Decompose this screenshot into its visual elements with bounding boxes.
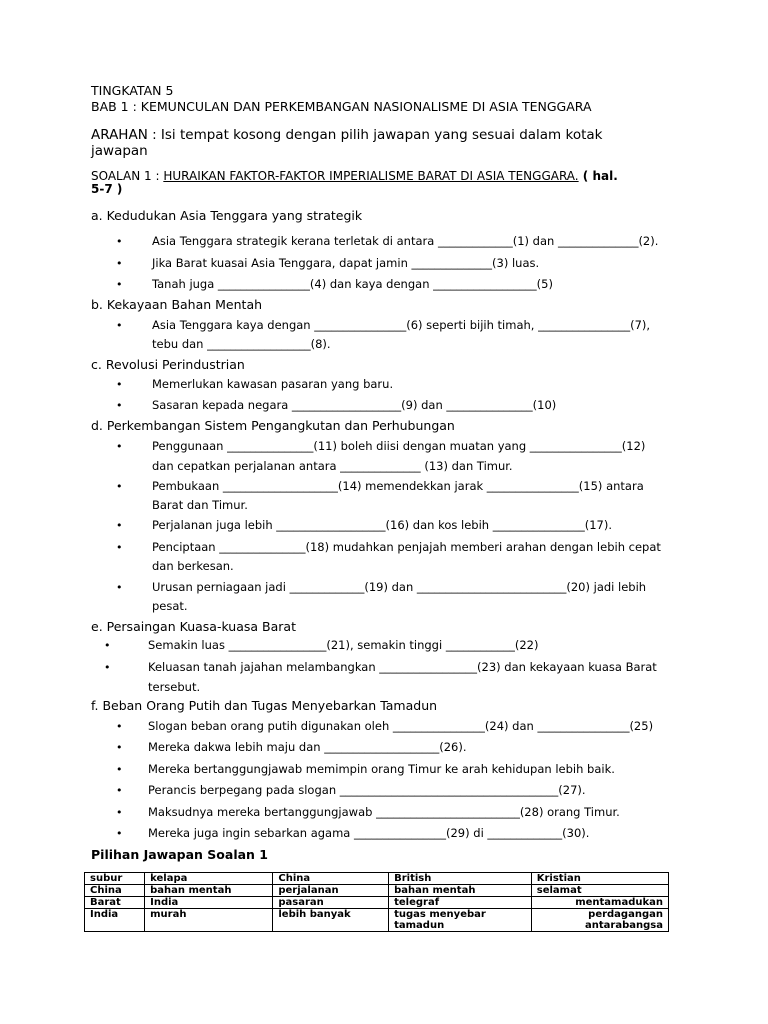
bullet-icon: • <box>116 581 123 594</box>
table-row <box>85 897 669 909</box>
bullet-icon: • <box>116 806 123 819</box>
table-cell: tugas menyebar tamadun <box>389 909 532 932</box>
section-d-line-4: Penciptaan _______________(18) mudahkan penjajah memberi arahan dengan lebih cepat <box>152 540 661 554</box>
section-f-line-2: Mereka dakwa lebih maju dan ____________________(26). <box>148 740 467 754</box>
section-f-line-5: Maksudnya mereka bertanggungjawab _________________________(28) orang Timur. <box>148 805 620 819</box>
bullet-icon: • <box>116 399 123 412</box>
section-c-heading: c. Revolusi Perindustrian <box>91 357 245 372</box>
bullet-icon: • <box>116 784 123 797</box>
section-e-line-1: Semakin luas _________________(21), semakin tinggi ____________(22) <box>148 638 539 652</box>
table-row <box>85 885 669 897</box>
table-cell: bahan mentah <box>145 885 273 897</box>
bullet-icon: • <box>116 319 123 332</box>
table-cell: subur <box>85 873 145 885</box>
section-d-line-2: Pembukaan ____________________(14) memendekkan jarak ________________(15) antara <box>152 479 644 493</box>
table-cell: lebih banyak <box>273 909 389 932</box>
section-b-heading: b. Kekayaan Bahan Mentah <box>91 297 263 312</box>
bullet-icon: • <box>116 827 123 840</box>
table-row <box>85 873 669 885</box>
section-f-line-6: Mereka juga ingin sebarkan agama ________________(29) di _____________(30). <box>148 826 590 840</box>
table-cell: Barat <box>85 897 145 909</box>
section-c-line-2: Sasaran kepada negara ___________________(9) dan _______________(10) <box>152 398 557 412</box>
answer-choices-table <box>84 872 669 932</box>
section-e-heading: e. Persaingan Kuasa-kuasa Barat <box>91 619 296 634</box>
table-cell: kelapa <box>145 873 273 885</box>
table-cell: India <box>85 909 145 932</box>
bullet-icon: • <box>116 440 123 453</box>
table-cell: British <box>389 873 532 885</box>
question-page-ref: ( hal. <box>578 169 618 183</box>
bullet-icon: • <box>116 720 123 733</box>
section-f-line-1: Slogan beban orang putih digunakan oleh ________________(24) dan ________________(25) <box>148 719 654 733</box>
bullet-icon: • <box>116 480 123 493</box>
table-cell: perjalanan <box>273 885 389 897</box>
section-d-line-1-cont: dan cepatkan perjalanan antara ______________ (13) dan Timur. <box>152 459 513 473</box>
table-cell: India <box>145 897 273 909</box>
section-b-line-1: Asia Tenggara kaya dengan ________________(6) seperti bijih timah, ________________(7), <box>152 318 651 332</box>
section-f-line-3: Mereka bertanggungjawab memimpin orang Timur ke arah kehidupan lebih baik. <box>148 762 615 776</box>
section-d-line-4-cont: dan berkesan. <box>152 559 234 573</box>
table-cell: murah <box>145 909 273 932</box>
section-d-line-1: Penggunaan _______________(11) boleh diisi dengan muatan yang ________________(12) <box>152 439 646 453</box>
table-cell: mentamadukan <box>531 897 668 909</box>
table-row <box>85 909 669 932</box>
section-d-heading: d. Perkembangan Sistem Pengangkutan dan Perhubungan <box>91 418 455 433</box>
section-a-heading: a. Kedudukan Asia Tenggara yang strategik <box>91 208 363 223</box>
section-f-line-4: Perancis berpegang pada slogan ______________________________________(27). <box>148 783 586 797</box>
section-a-line-1: Asia Tenggara strategik kerana terletak di antara _____________(1) dan ______________(2). <box>152 234 659 248</box>
bullet-icon: • <box>116 378 123 391</box>
bullet-icon: • <box>104 639 111 652</box>
section-c-line-1: Memerlukan kawasan pasaran yang baru. <box>152 377 394 391</box>
chapter-title: BAB 1 : KEMUNCULAN DAN PERKEMBANGAN NASIONALISME DI ASIA TENGGARA <box>91 99 592 114</box>
section-d-line-5-cont: pesat. <box>152 599 188 613</box>
section-f-heading: f. Beban Orang Putih dan Tugas Menyebarkan Tamadun <box>91 698 438 713</box>
table-cell: pasaran <box>273 897 389 909</box>
question-heading: HURAIKAN FAKTOR-FAKTOR IMPERIALISME BARAT DI ASIA TENGGARA. <box>163 169 579 183</box>
table-cell: Kristian <box>531 873 668 885</box>
instruction-line-2: jawapan <box>91 143 148 159</box>
bullet-icon: • <box>116 741 123 754</box>
section-d-line-2-cont: Barat dan Timur. <box>152 498 248 512</box>
bullet-icon: • <box>116 235 123 248</box>
section-e-line-2-cont: tersebut. <box>148 680 201 694</box>
table-cell: telegraf <box>389 897 532 909</box>
section-d-line-5: Urusan perniagaan jadi _____________(19) dan __________________________(20) jadi lebih <box>152 580 647 594</box>
section-d-line-3: Perjalanan juga lebih ___________________(16) dan kos lebih ________________(17). <box>152 518 612 532</box>
bullet-icon: • <box>116 519 123 532</box>
bullet-icon: • <box>116 278 123 291</box>
table-cell: bahan mentah <box>389 885 532 897</box>
bullet-icon: • <box>116 763 123 776</box>
table-cell: China <box>273 873 389 885</box>
question-title <box>91 169 618 183</box>
instruction-line-1: ARAHAN : Isi tempat kosong dengan pilih jawapan yang sesuai dalam kotak <box>91 127 603 143</box>
section-b-line-1-cont: tebu dan __________________(8). <box>152 337 331 351</box>
answer-choices-heading: Pilihan Jawapan Soalan 1 <box>91 847 268 862</box>
question-prefix: SOALAN 1 : <box>91 169 164 183</box>
table-cell: selamat <box>531 885 668 897</box>
grade-label: TINGKATAN 5 <box>91 83 174 98</box>
question-page-ref-2: 5-7 ) <box>91 182 123 196</box>
section-a-line-2: Jika Barat kuasai Asia Tenggara, dapat jamin ______________(3) luas. <box>152 256 540 270</box>
bullet-icon: • <box>104 661 111 674</box>
section-a-line-3: Tanah juga ________________(4) dan kaya dengan __________________(5) <box>152 277 553 291</box>
bullet-icon: • <box>116 541 123 554</box>
table-cell: perdagangan antarabangsa <box>531 909 668 932</box>
section-e-line-2: Keluasan tanah jajahan melambangkan _________________(23) dan kekayaan kuasa Barat <box>148 660 657 674</box>
table-cell: China <box>85 885 145 897</box>
bullet-icon: • <box>116 257 123 270</box>
